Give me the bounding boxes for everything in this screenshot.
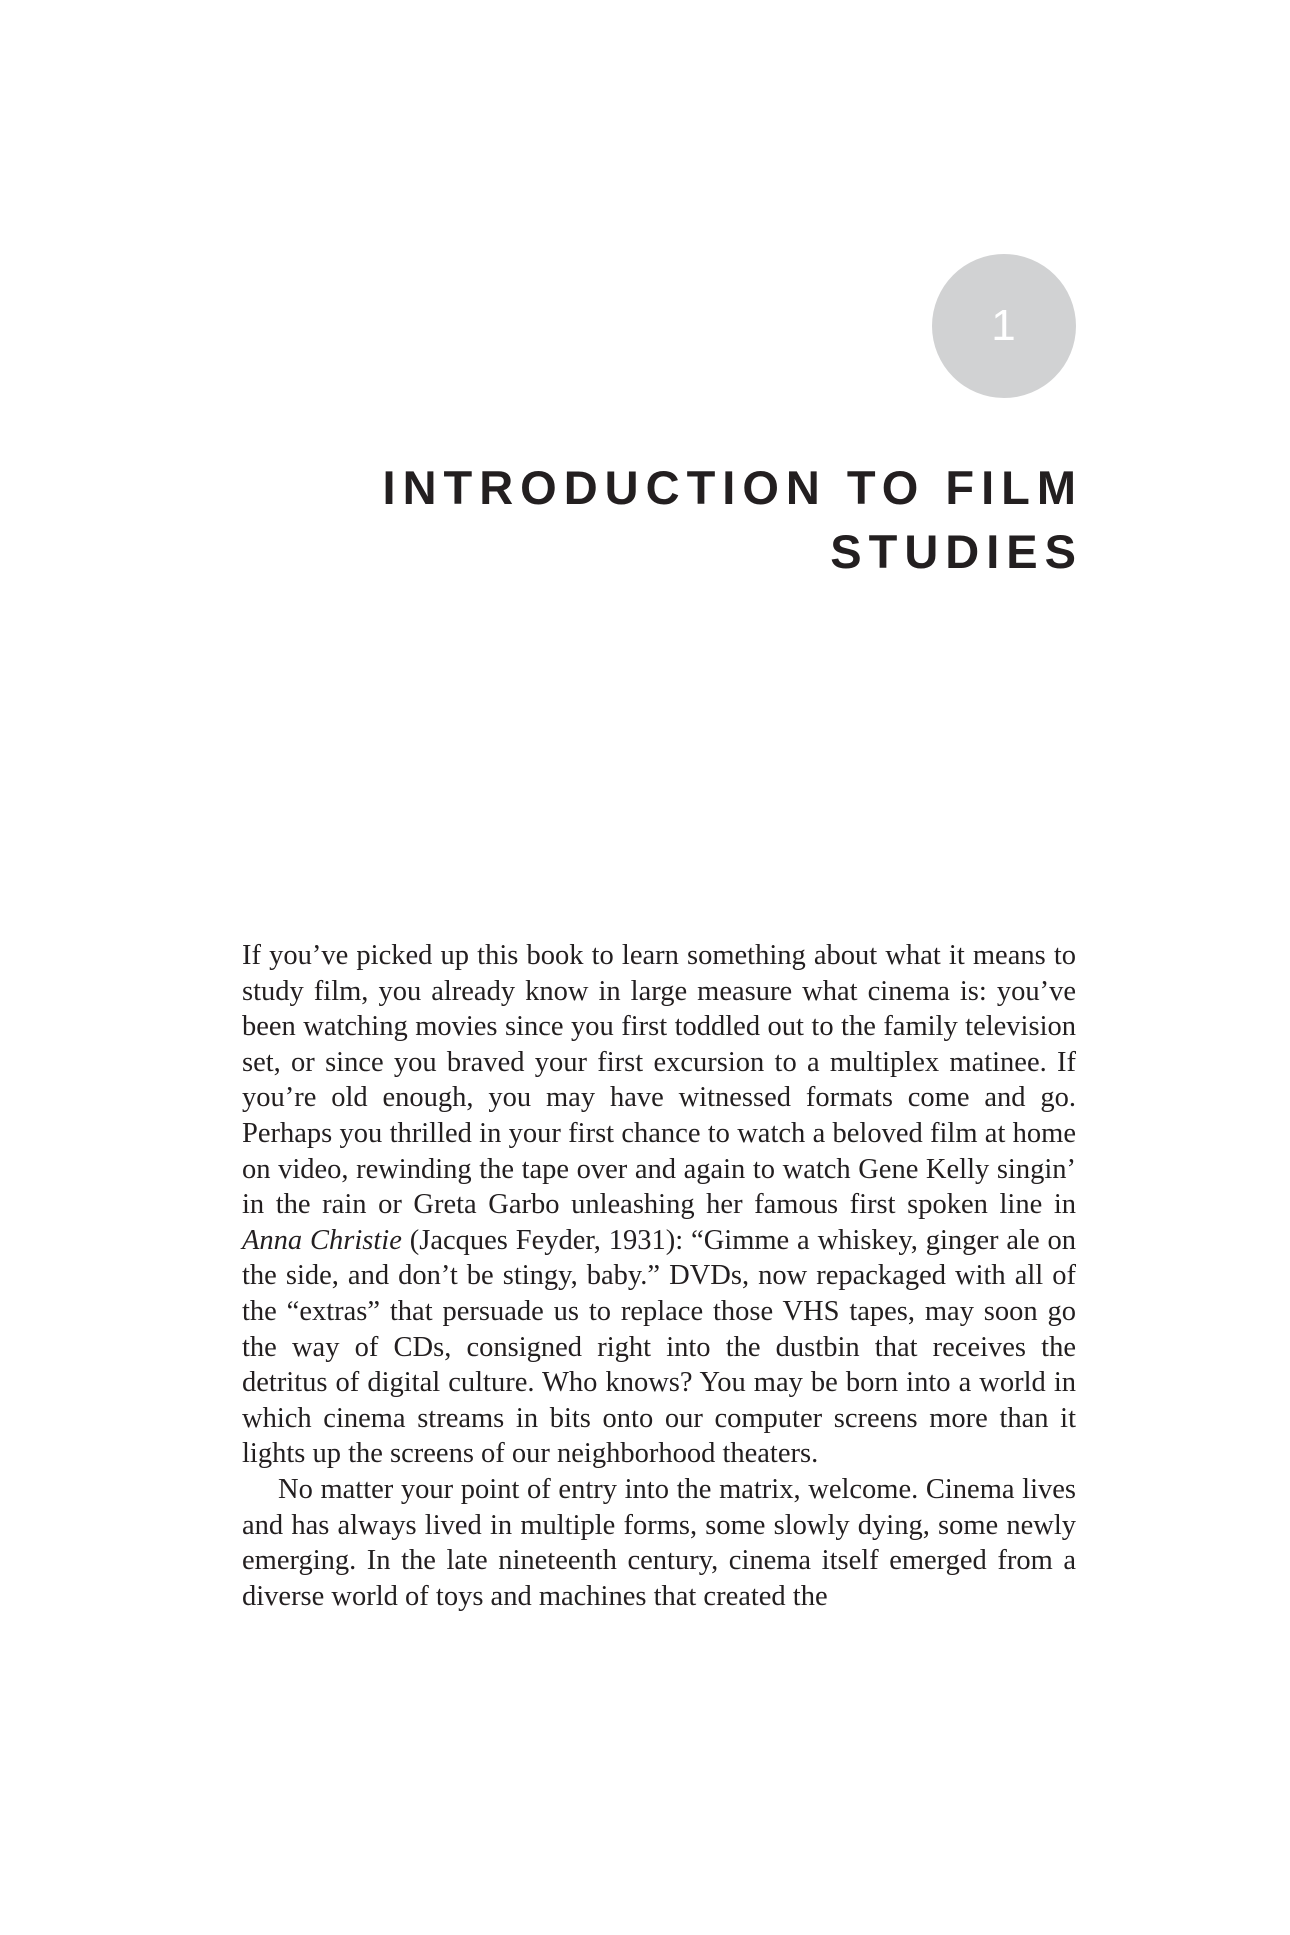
paragraph-2: No matter your point of entry into the matrix, welcome. Cinema lives and has always lived in multiple forms, some slowly dying, some newly emerging. In the late nineteenth century, cinema itself emerged from a diverse world of toys and machines that created the <box>242 1473 1076 1612</box>
paragraph-1 <box>242 938 1076 1472</box>
body-text <box>242 938 1076 1614</box>
chapter-title-line-1: INTRODUCTION TO FILM <box>382 461 1083 514</box>
paragraph-1-text-after: (Jacques Feyder, 1931): “Gimme a whiskey, ginger ale on the side, and don’t be stingy, baby.” DVDs, now repackaged with all of the “extras” that persuade us to replace those VHS tapes, may soon go the way of CDs, consigned right into the dustbin that receives the detritus of digital culture. Who knows? You may be born into a world in which cinema streams in bits onto our computer screens more than it lights up the screens of our neighborhood theaters. <box>242 1224 1076 1470</box>
chapter-title-line-2: STUDIES <box>830 525 1083 578</box>
chapter-number-badge <box>932 254 1076 398</box>
paragraph-1-text-before: If you’ve picked up this book to learn something about what it means to study film, you already know in large measure what cinema is: you’ve been watching movies since you first toddled out to the family television set, or since you braved your first excursion to a multiplex matinee. If you’re old enough, you may have witnessed formats come and go. Perhaps you thrilled in your first chance to watch a beloved film at home on video, rewinding the tape over and again to watch Gene Kelly singin’ in the rain or Greta Garbo unleashing her famous first spoken line in <box>242 940 1076 1221</box>
film-title-italic: Anna Christie <box>242 1224 402 1256</box>
chapter-number: 1 <box>991 301 1017 350</box>
chapter-title <box>300 456 1083 584</box>
